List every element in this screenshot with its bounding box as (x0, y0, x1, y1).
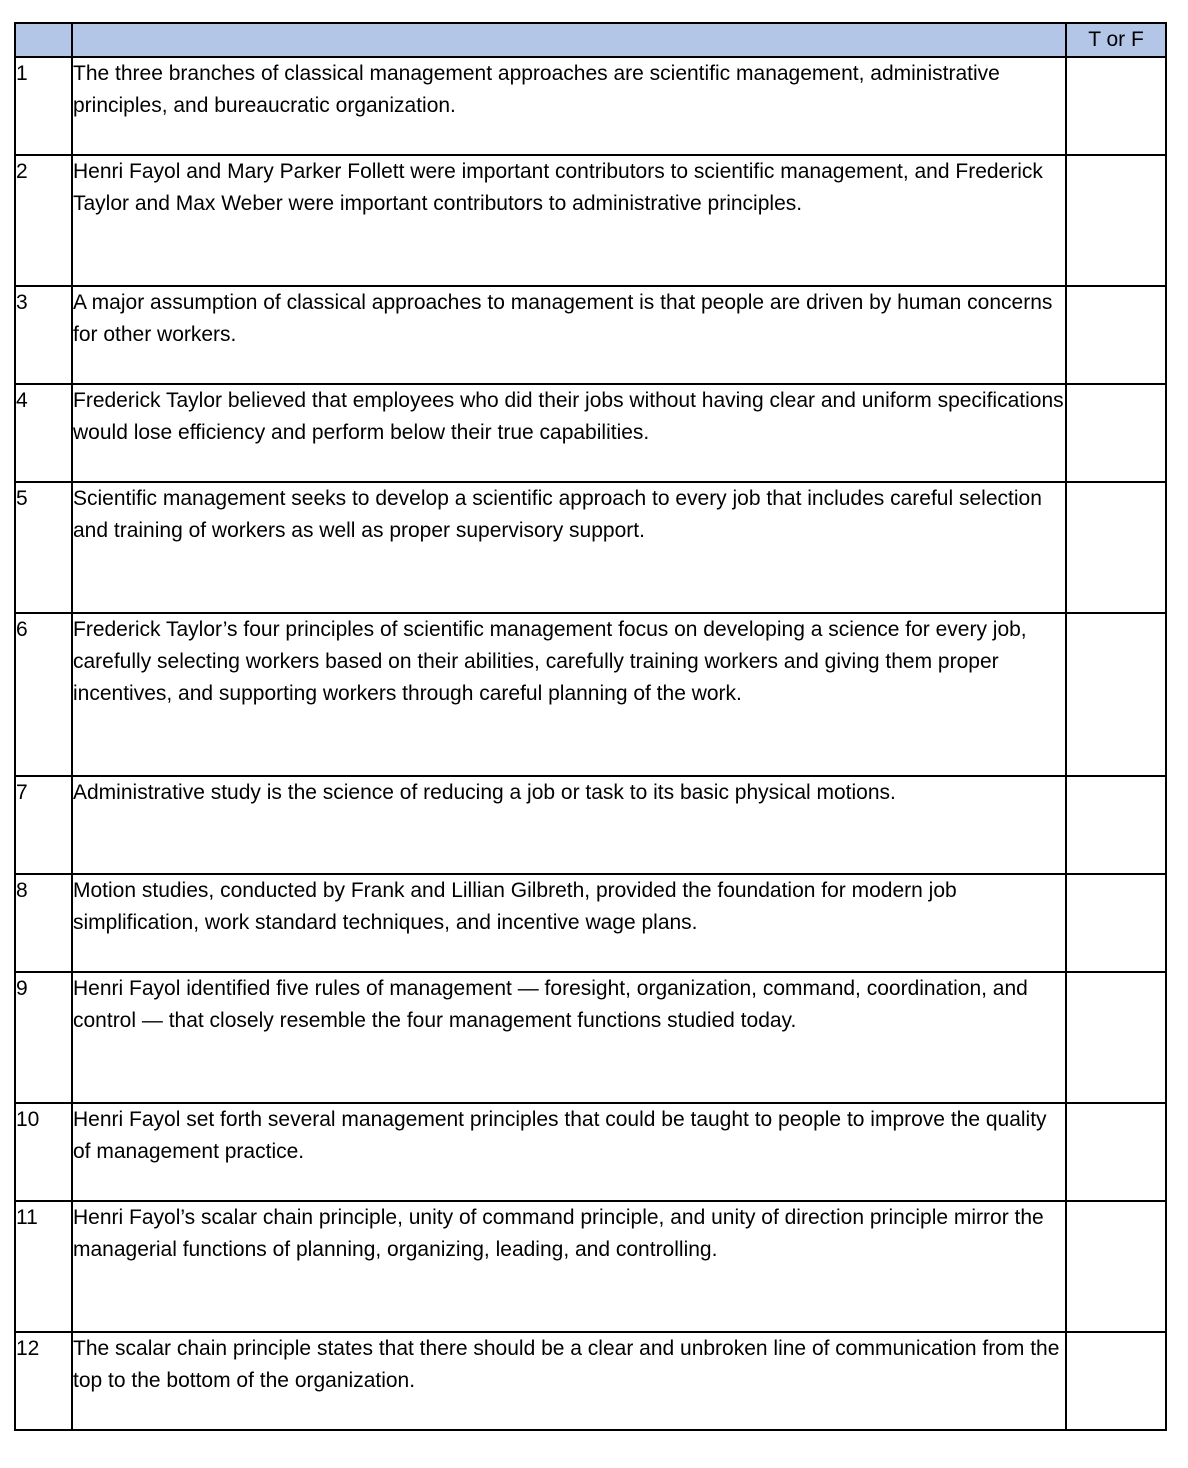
answer-cell[interactable] (1066, 57, 1166, 155)
row-number: 11 (15, 1201, 72, 1332)
row-number: 9 (15, 972, 72, 1103)
row-number: 1 (15, 57, 72, 155)
table-row (15, 155, 1166, 286)
table-row (15, 1103, 1166, 1201)
row-number: 6 (15, 613, 72, 776)
statement-text: Henri Fayol identified five rules of management — foresight, organization, command, coordination, and control — that closely resemble the four management functions studied today. (72, 972, 1066, 1103)
row-number: 10 (15, 1103, 72, 1201)
header-row (15, 23, 1166, 57)
header-number-cell (15, 23, 72, 57)
statement-text: Frederick Taylor believed that employees who did their jobs without having clear and uniform specifications would lose efficiency and perform below their true capabilities. (72, 384, 1066, 482)
table-row (15, 482, 1166, 613)
answer-cell[interactable] (1066, 776, 1166, 874)
row-number: 5 (15, 482, 72, 613)
statement-text: Scientific management seeks to develop a scientific approach to every job that includes careful selection and training of workers as well as proper supervisory support. (72, 482, 1066, 613)
table-row (15, 384, 1166, 482)
header-answer-cell: T or F (1066, 23, 1166, 57)
row-number: 4 (15, 384, 72, 482)
answer-cell[interactable] (1066, 482, 1166, 613)
statement-text: Henri Fayol’s scalar chain principle, unity of command principle, and unity of direction principle mirror the managerial functions of planning, organizing, leading, and controlling. (72, 1201, 1066, 1332)
row-number: 12 (15, 1332, 72, 1430)
table-row (15, 874, 1166, 972)
statement-text: The three branches of classical management approaches are scientific management, administrative principles, and bureaucratic organization. (72, 57, 1066, 155)
answer-cell[interactable] (1066, 384, 1166, 482)
table-row (15, 286, 1166, 384)
statement-text: Henri Fayol and Mary Parker Follett were important contributors to scientific management, and Frederick Taylor and Max Weber were important contributors to administrative principles. (72, 155, 1066, 286)
row-number: 3 (15, 286, 72, 384)
table-row (15, 972, 1166, 1103)
table-row (15, 57, 1166, 155)
table-row (15, 776, 1166, 874)
answer-cell[interactable] (1066, 155, 1166, 286)
statement-text: A major assumption of classical approaches to management is that people are driven by human concerns for other workers. (72, 286, 1066, 384)
answer-cell[interactable] (1066, 972, 1166, 1103)
answer-cell[interactable] (1066, 613, 1166, 776)
answer-cell[interactable] (1066, 874, 1166, 972)
table-row (15, 1201, 1166, 1332)
statement-text: Motion studies, conducted by Frank and Lillian Gilbreth, provided the foundation for modern job simplification, work standard techniques, and incentive wage plans. (72, 874, 1066, 972)
answer-cell[interactable] (1066, 286, 1166, 384)
row-number: 8 (15, 874, 72, 972)
statement-text: Frederick Taylor’s four principles of scientific management focus on developing a science for every job, carefully selecting workers based on their abilities, carefully training workers and giving them proper incentives, and supporting workers through careful planning of the work. (72, 613, 1066, 776)
table-row (15, 613, 1166, 776)
statement-text: Henri Fayol set forth several management principles that could be taught to people to improve the quality of management practice. (72, 1103, 1066, 1201)
header-statement-cell (72, 23, 1066, 57)
answer-cell[interactable] (1066, 1103, 1166, 1201)
answer-cell[interactable] (1066, 1332, 1166, 1430)
answer-cell[interactable] (1066, 1201, 1166, 1332)
row-number: 2 (15, 155, 72, 286)
true-false-table (14, 22, 1167, 1431)
statement-text: The scalar chain principle states that there should be a clear and unbroken line of communication from the top to the bottom of the organization. (72, 1332, 1066, 1430)
row-number: 7 (15, 776, 72, 874)
table-row (15, 1332, 1166, 1430)
statement-text: Administrative study is the science of reducing a job or task to its basic physical motions. (72, 776, 1066, 874)
